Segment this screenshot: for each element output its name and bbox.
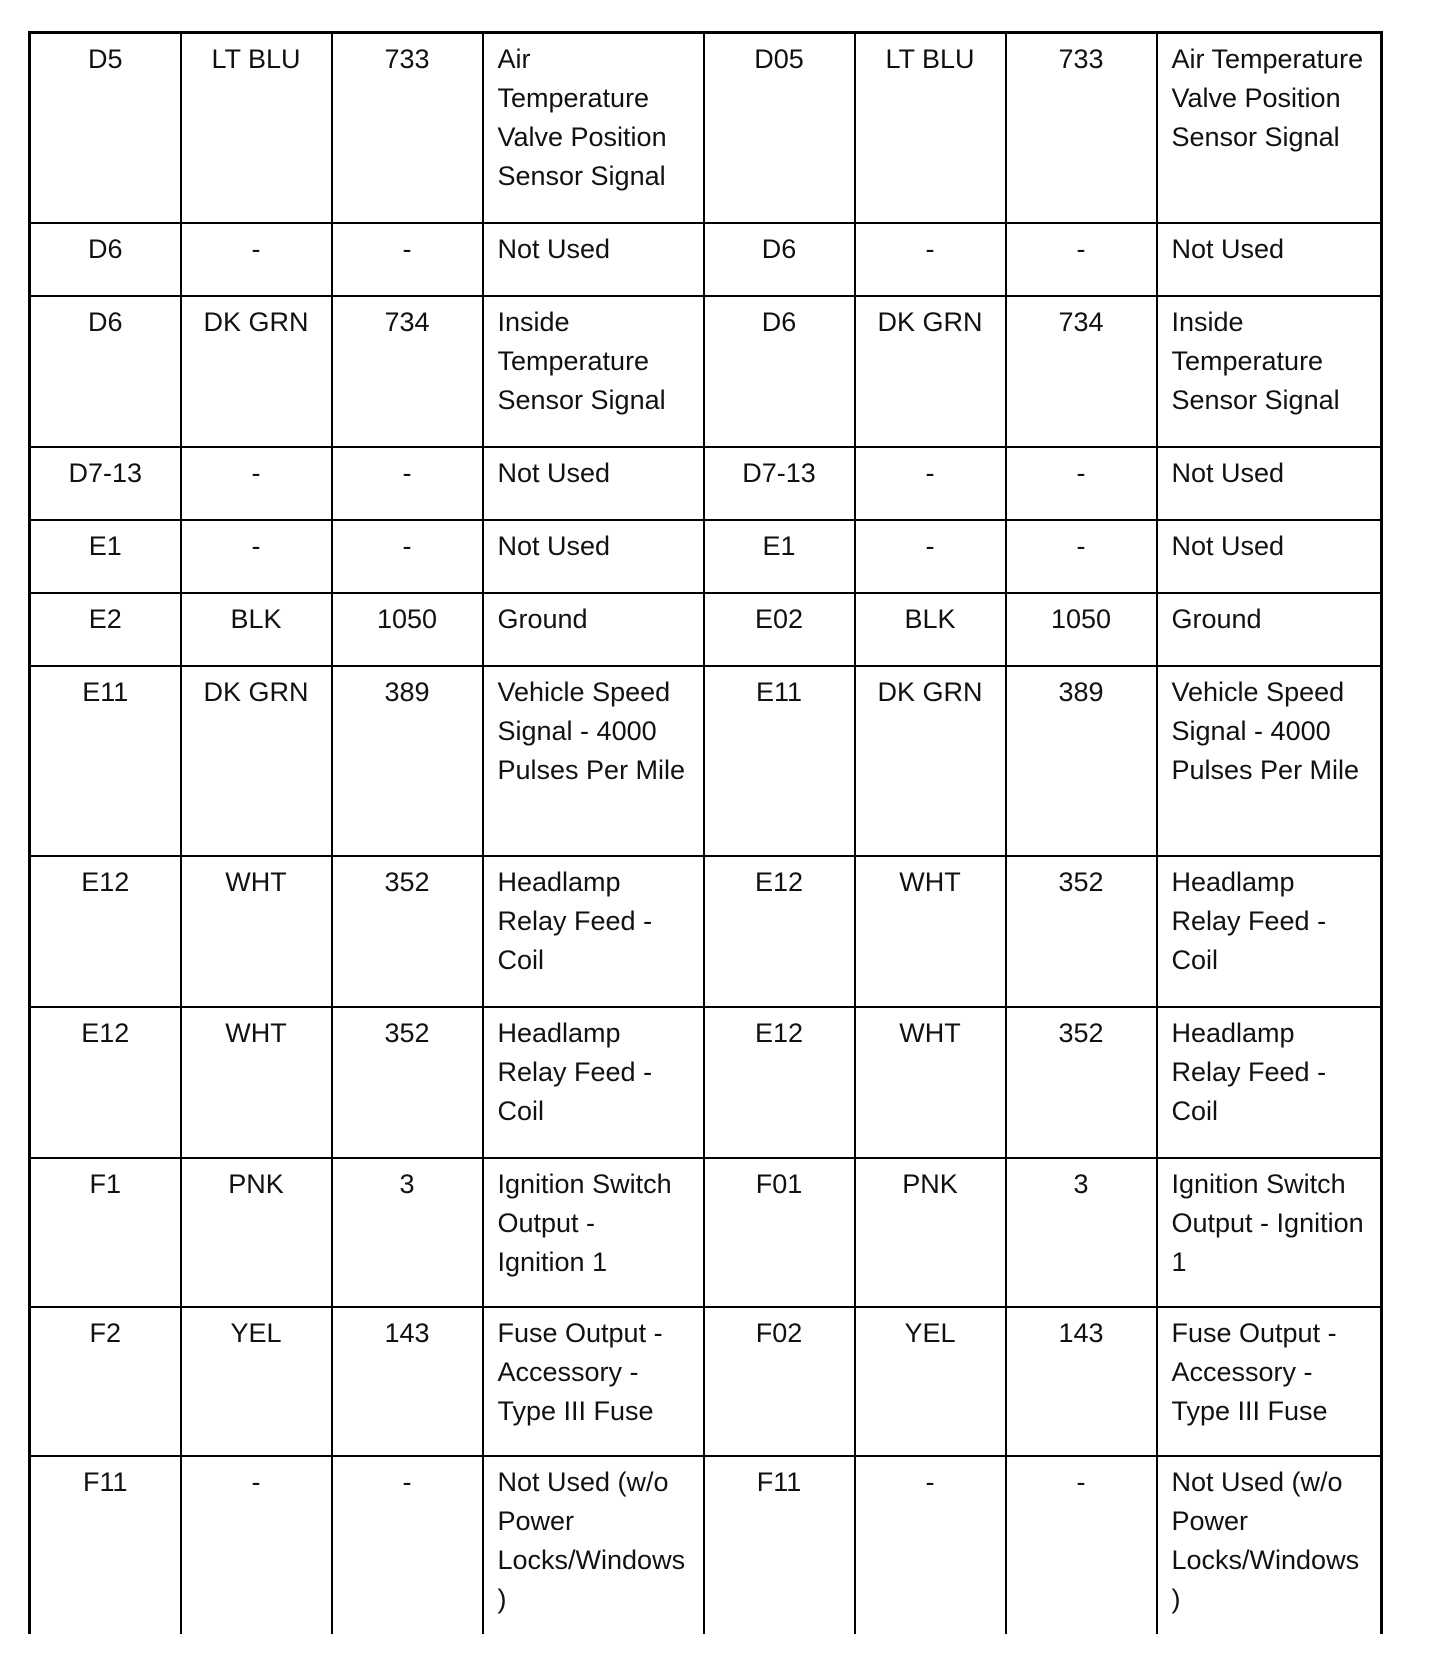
function-text: Not Used (w/o Power Locks/Windows)	[497, 1466, 686, 1614]
right-circuit-cell	[1006, 520, 1157, 593]
pin-text: D6	[87, 306, 123, 337]
pin-text: E12	[81, 866, 130, 897]
color-text: LT BLU	[885, 44, 975, 74]
table-row	[30, 296, 1382, 447]
right-pin-cell	[704, 33, 855, 223]
table-row	[30, 1007, 1382, 1158]
left-color-cell	[181, 856, 332, 1007]
circuit-text: -	[402, 457, 412, 488]
left-color-cell	[181, 1307, 332, 1456]
left-function-cell	[483, 33, 704, 223]
pin-text: F02	[755, 1317, 803, 1348]
left-color-cell	[181, 1007, 332, 1158]
right-pin-cell	[704, 666, 855, 856]
right-color-cell	[855, 856, 1006, 1007]
color-text: YEL	[904, 1317, 956, 1348]
left-pin-cell	[30, 447, 181, 520]
right-pin-cell	[704, 1456, 855, 1634]
right-function-cell	[1157, 447, 1382, 520]
right-circuit-cell	[1006, 1007, 1157, 1158]
right-function-cell	[1157, 666, 1382, 856]
left-color-cell	[181, 223, 332, 296]
right-circuit-cell	[1006, 666, 1157, 856]
function-text: Not Used	[1171, 457, 1285, 488]
circuit-text: 1050	[376, 603, 438, 634]
right-circuit-cell	[1006, 1456, 1157, 1634]
circuit-text: -	[402, 1466, 412, 1497]
left-function-cell	[483, 1007, 704, 1158]
function-text: Vehicle Speed Signal - 4000 Pulses Per Mile	[497, 676, 686, 785]
function-text: Ignition Switch Output - Ignition 1	[497, 1168, 672, 1277]
right-color-cell	[855, 666, 1006, 856]
left-color-cell	[181, 1456, 332, 1634]
function-text: Not Used	[1171, 233, 1285, 264]
right-circuit-cell	[1006, 447, 1157, 520]
right-function-cell	[1157, 296, 1382, 447]
left-circuit-cell	[332, 1007, 483, 1158]
circuit-text: 733	[1058, 44, 1104, 74]
function-text: Headlamp Relay Feed - Coil	[1171, 1017, 1327, 1126]
left-function-cell	[483, 520, 704, 593]
left-circuit-cell	[332, 856, 483, 1007]
left-function-cell	[483, 1456, 704, 1634]
pin-text: E12	[754, 1017, 804, 1048]
function-text: Not Used	[497, 233, 611, 264]
table-row	[30, 1158, 1382, 1307]
left-color-cell	[181, 593, 332, 666]
left-function-cell	[483, 223, 704, 296]
color-text: LT BLU	[211, 44, 301, 74]
function-text: Not Used (w/o Power Locks/Windows)	[1171, 1466, 1360, 1614]
left-function-cell	[483, 296, 704, 447]
right-function-cell	[1157, 1307, 1382, 1456]
right-pin-cell	[704, 447, 855, 520]
right-color-cell	[855, 296, 1006, 447]
left-circuit-cell	[332, 296, 483, 447]
color-text: -	[925, 1466, 935, 1497]
circuit-text: 352	[1058, 1017, 1104, 1048]
right-function-cell	[1157, 223, 1382, 296]
function-text: Headlamp Relay Feed - Coil	[497, 1017, 653, 1126]
pin-text: E02	[754, 603, 804, 634]
right-color-cell	[855, 593, 1006, 666]
left-pin-cell	[30, 296, 181, 447]
right-circuit-cell	[1006, 1158, 1157, 1307]
function-text: Inside Temperature Sensor Signal	[497, 306, 666, 415]
pin-text: F11	[756, 1466, 802, 1497]
left-color-cell	[181, 1158, 332, 1307]
table-body	[30, 33, 1382, 1634]
left-circuit-cell	[332, 1456, 483, 1634]
circuit-text: -	[1076, 1466, 1086, 1497]
color-text: DK GRN	[877, 306, 983, 337]
function-text: Ground	[1171, 603, 1262, 634]
left-circuit-cell	[332, 666, 483, 856]
table-row	[30, 856, 1382, 1007]
left-pin-cell	[30, 666, 181, 856]
right-pin-cell	[704, 223, 855, 296]
color-text: -	[251, 1466, 261, 1497]
function-text: Headlamp Relay Feed - Coil	[1171, 866, 1327, 975]
left-pin-cell	[30, 1307, 181, 1456]
right-function-cell	[1157, 856, 1382, 1007]
right-function-cell	[1157, 1158, 1382, 1307]
color-text: WHT	[899, 1017, 961, 1048]
circuit-text: 1050	[1050, 603, 1112, 634]
circuit-text: -	[1076, 457, 1086, 488]
left-circuit-cell	[332, 1158, 483, 1307]
pin-text: D6	[87, 233, 123, 264]
left-function-cell	[483, 1307, 704, 1456]
circuit-text: -	[1076, 233, 1086, 264]
circuit-text: 3	[1073, 1168, 1089, 1199]
right-circuit-cell	[1006, 33, 1157, 223]
left-function-cell	[483, 1158, 704, 1307]
right-circuit-cell	[1006, 223, 1157, 296]
table-row	[30, 223, 1382, 296]
left-circuit-cell	[332, 447, 483, 520]
color-text: -	[251, 233, 261, 264]
table-row	[30, 1307, 1382, 1456]
color-text: DK GRN	[203, 306, 309, 337]
circuit-text: 734	[1058, 306, 1104, 337]
pin-text: E12	[754, 866, 804, 897]
right-function-cell	[1157, 1456, 1382, 1634]
left-pin-cell	[30, 856, 181, 1007]
table-row	[30, 33, 1382, 223]
right-color-cell	[855, 1007, 1006, 1158]
pin-text: F11	[82, 1466, 128, 1497]
left-circuit-cell	[332, 223, 483, 296]
right-pin-cell	[704, 1007, 855, 1158]
color-text: BLK	[230, 603, 282, 634]
right-pin-cell	[704, 1158, 855, 1307]
left-color-cell	[181, 447, 332, 520]
color-text: -	[251, 530, 261, 561]
left-color-cell	[181, 666, 332, 856]
function-text: Vehicle Speed Signal - 4000 Pulses Per Mile	[1171, 676, 1360, 785]
color-text: DK GRN	[203, 676, 309, 707]
right-function-cell	[1157, 520, 1382, 593]
connector-pinout-table	[28, 31, 1383, 1634]
pin-text: F1	[89, 1168, 121, 1199]
color-text: WHT	[225, 866, 287, 897]
function-text: Ignition Switch Output - Ignition 1	[1171, 1168, 1364, 1277]
function-text: Air Temperature Valve Position Sensor Signal	[1171, 44, 1364, 152]
color-text: PNK	[228, 1168, 284, 1199]
table-row	[30, 1456, 1382, 1634]
right-color-cell	[855, 1456, 1006, 1634]
color-text: BLK	[904, 603, 956, 634]
function-text: Inside Temperature Sensor Signal	[1171, 306, 1340, 415]
right-circuit-cell	[1006, 593, 1157, 666]
right-pin-cell	[704, 296, 855, 447]
left-color-cell	[181, 296, 332, 447]
pin-text: F01	[755, 1168, 803, 1199]
left-pin-cell	[30, 1158, 181, 1307]
function-text: Fuse Output - Accessory - Type III Fuse	[497, 1317, 663, 1426]
color-text: WHT	[225, 1017, 287, 1048]
right-color-cell	[855, 520, 1006, 593]
circuit-text: 733	[384, 44, 430, 74]
pin-text: D6	[761, 306, 797, 337]
right-circuit-cell	[1006, 856, 1157, 1007]
circuit-text: 143	[1058, 1317, 1104, 1348]
right-color-cell	[855, 1158, 1006, 1307]
color-text: -	[925, 233, 935, 264]
pin-text: D7-13	[68, 457, 143, 488]
left-pin-cell	[30, 1456, 181, 1634]
right-color-cell	[855, 33, 1006, 223]
pin-text: E11	[82, 676, 129, 707]
color-text: -	[925, 530, 935, 561]
right-color-cell	[855, 223, 1006, 296]
pin-text: E1	[762, 530, 796, 561]
left-function-cell	[483, 447, 704, 520]
left-circuit-cell	[332, 33, 483, 223]
right-pin-cell	[704, 1307, 855, 1456]
right-function-cell	[1157, 33, 1382, 223]
left-function-cell	[483, 593, 704, 666]
left-color-cell	[181, 33, 332, 223]
circuit-text: 3	[399, 1168, 415, 1199]
function-text: Fuse Output - Accessory - Type III Fuse	[1171, 1317, 1337, 1426]
function-text: Ground	[497, 603, 588, 634]
color-text: -	[925, 457, 935, 488]
table-row	[30, 666, 1382, 856]
circuit-text: -	[402, 233, 412, 264]
pin-text: D5	[87, 44, 123, 74]
right-function-cell	[1157, 593, 1382, 666]
circuit-text: 352	[1058, 866, 1104, 897]
circuit-text: -	[1076, 530, 1086, 561]
color-text: YEL	[230, 1317, 282, 1348]
pin-text: D7-13	[742, 457, 816, 488]
pin-text: E1	[88, 530, 122, 561]
table-row	[30, 593, 1382, 666]
left-pin-cell	[30, 1007, 181, 1158]
left-pin-cell	[30, 223, 181, 296]
right-circuit-cell	[1006, 1307, 1157, 1456]
left-pin-cell	[30, 520, 181, 593]
function-text: Not Used	[497, 530, 611, 561]
left-function-cell	[483, 666, 704, 856]
color-text: DK GRN	[877, 676, 983, 707]
color-text: WHT	[899, 866, 961, 897]
right-color-cell	[855, 1307, 1006, 1456]
pin-text: E2	[88, 603, 122, 634]
pin-text: F2	[89, 1317, 121, 1348]
table-row	[30, 447, 1382, 520]
right-color-cell	[855, 447, 1006, 520]
function-text: Not Used	[1171, 530, 1285, 561]
right-pin-cell	[704, 593, 855, 666]
color-text: -	[251, 457, 261, 488]
circuit-text: 389	[1058, 676, 1104, 707]
circuit-text: -	[402, 530, 412, 561]
left-circuit-cell	[332, 1307, 483, 1456]
function-text: Not Used	[497, 457, 611, 488]
pin-text: E11	[755, 676, 803, 707]
pin-text: E12	[81, 1017, 130, 1048]
table-row	[30, 520, 1382, 593]
left-function-cell	[483, 856, 704, 1007]
left-pin-cell	[30, 593, 181, 666]
right-function-cell	[1157, 1007, 1382, 1158]
function-text: Headlamp Relay Feed -Coil	[497, 866, 653, 975]
circuit-text: 389	[384, 676, 430, 707]
pin-text: D6	[761, 233, 797, 264]
right-circuit-cell	[1006, 296, 1157, 447]
circuit-text: 352	[384, 866, 430, 897]
left-color-cell	[181, 520, 332, 593]
left-circuit-cell	[332, 593, 483, 666]
pin-text: D05	[754, 44, 804, 74]
circuit-text: 734	[384, 306, 430, 337]
left-pin-cell	[30, 33, 181, 223]
circuit-text: 352	[384, 1017, 430, 1048]
right-pin-cell	[704, 856, 855, 1007]
color-text: PNK	[902, 1168, 958, 1199]
right-pin-cell	[704, 520, 855, 593]
function-text: Air Temperature Valve Position Sensor Signal	[497, 44, 667, 191]
circuit-text: 143	[384, 1317, 430, 1348]
left-circuit-cell	[332, 520, 483, 593]
